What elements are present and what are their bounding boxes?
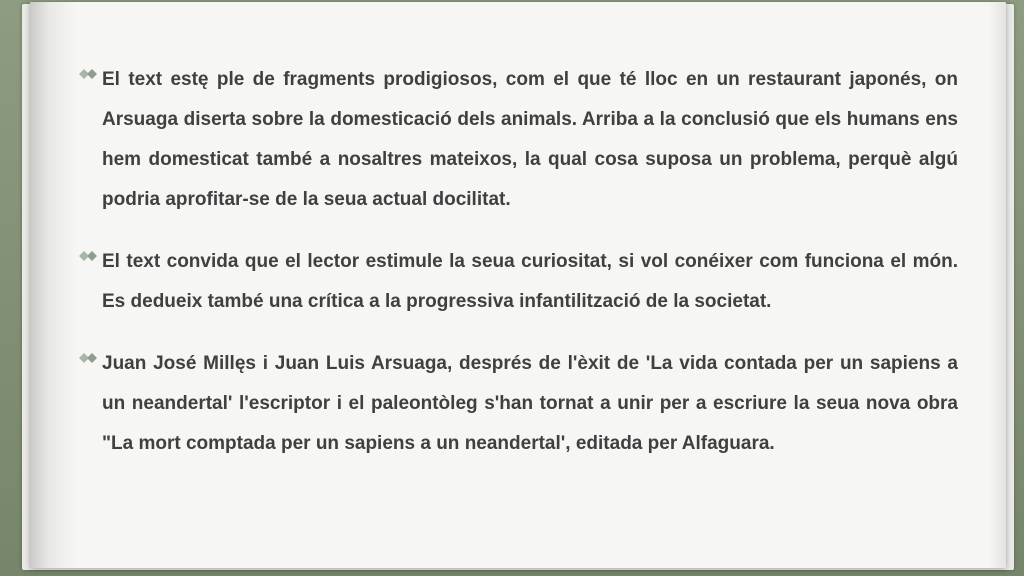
bullet-text-2: El text convida que el lector estimule la seua curiositat, si vol conéixer com funciona el món. Es dedueix també una crítica a la progressiva infantilització de la societat. <box>102 251 958 312</box>
double-diamond-bullet-icon <box>78 250 100 262</box>
double-diamond-bullet-icon <box>78 68 100 80</box>
bullet-list <box>78 60 958 486</box>
bullet-text-1: El text estę ple de fragments prodigiosos, com el que té lloc en un restaurant japonés, on Arsuaga diserta sobre la domesticació dels animals. Arriba a la conclusió que els humans ens hem domesticat també a nosaltres mateixos, la qual cosa suposa un problema, perquè algú podria aprofitar-se de la seua actual docilitat. <box>102 69 958 210</box>
bullet-item-3 <box>78 344 958 464</box>
bullet-item-1 <box>78 60 958 220</box>
double-diamond-bullet-icon <box>78 352 100 364</box>
bullet-text-3: Juan José Millęs i Juan Luis Arsuaga, després de l'èxit de 'La vida contada per un sapiens a un neandertal' l'escriptor i el paleontòleg s'han tornat a unir per a escriure la seua nova obra "La mort comptada per un sapiens a un neandertal', editada per Alfaguara. <box>102 353 958 454</box>
notebook-page <box>30 2 1006 568</box>
bullet-item-2 <box>78 242 958 322</box>
